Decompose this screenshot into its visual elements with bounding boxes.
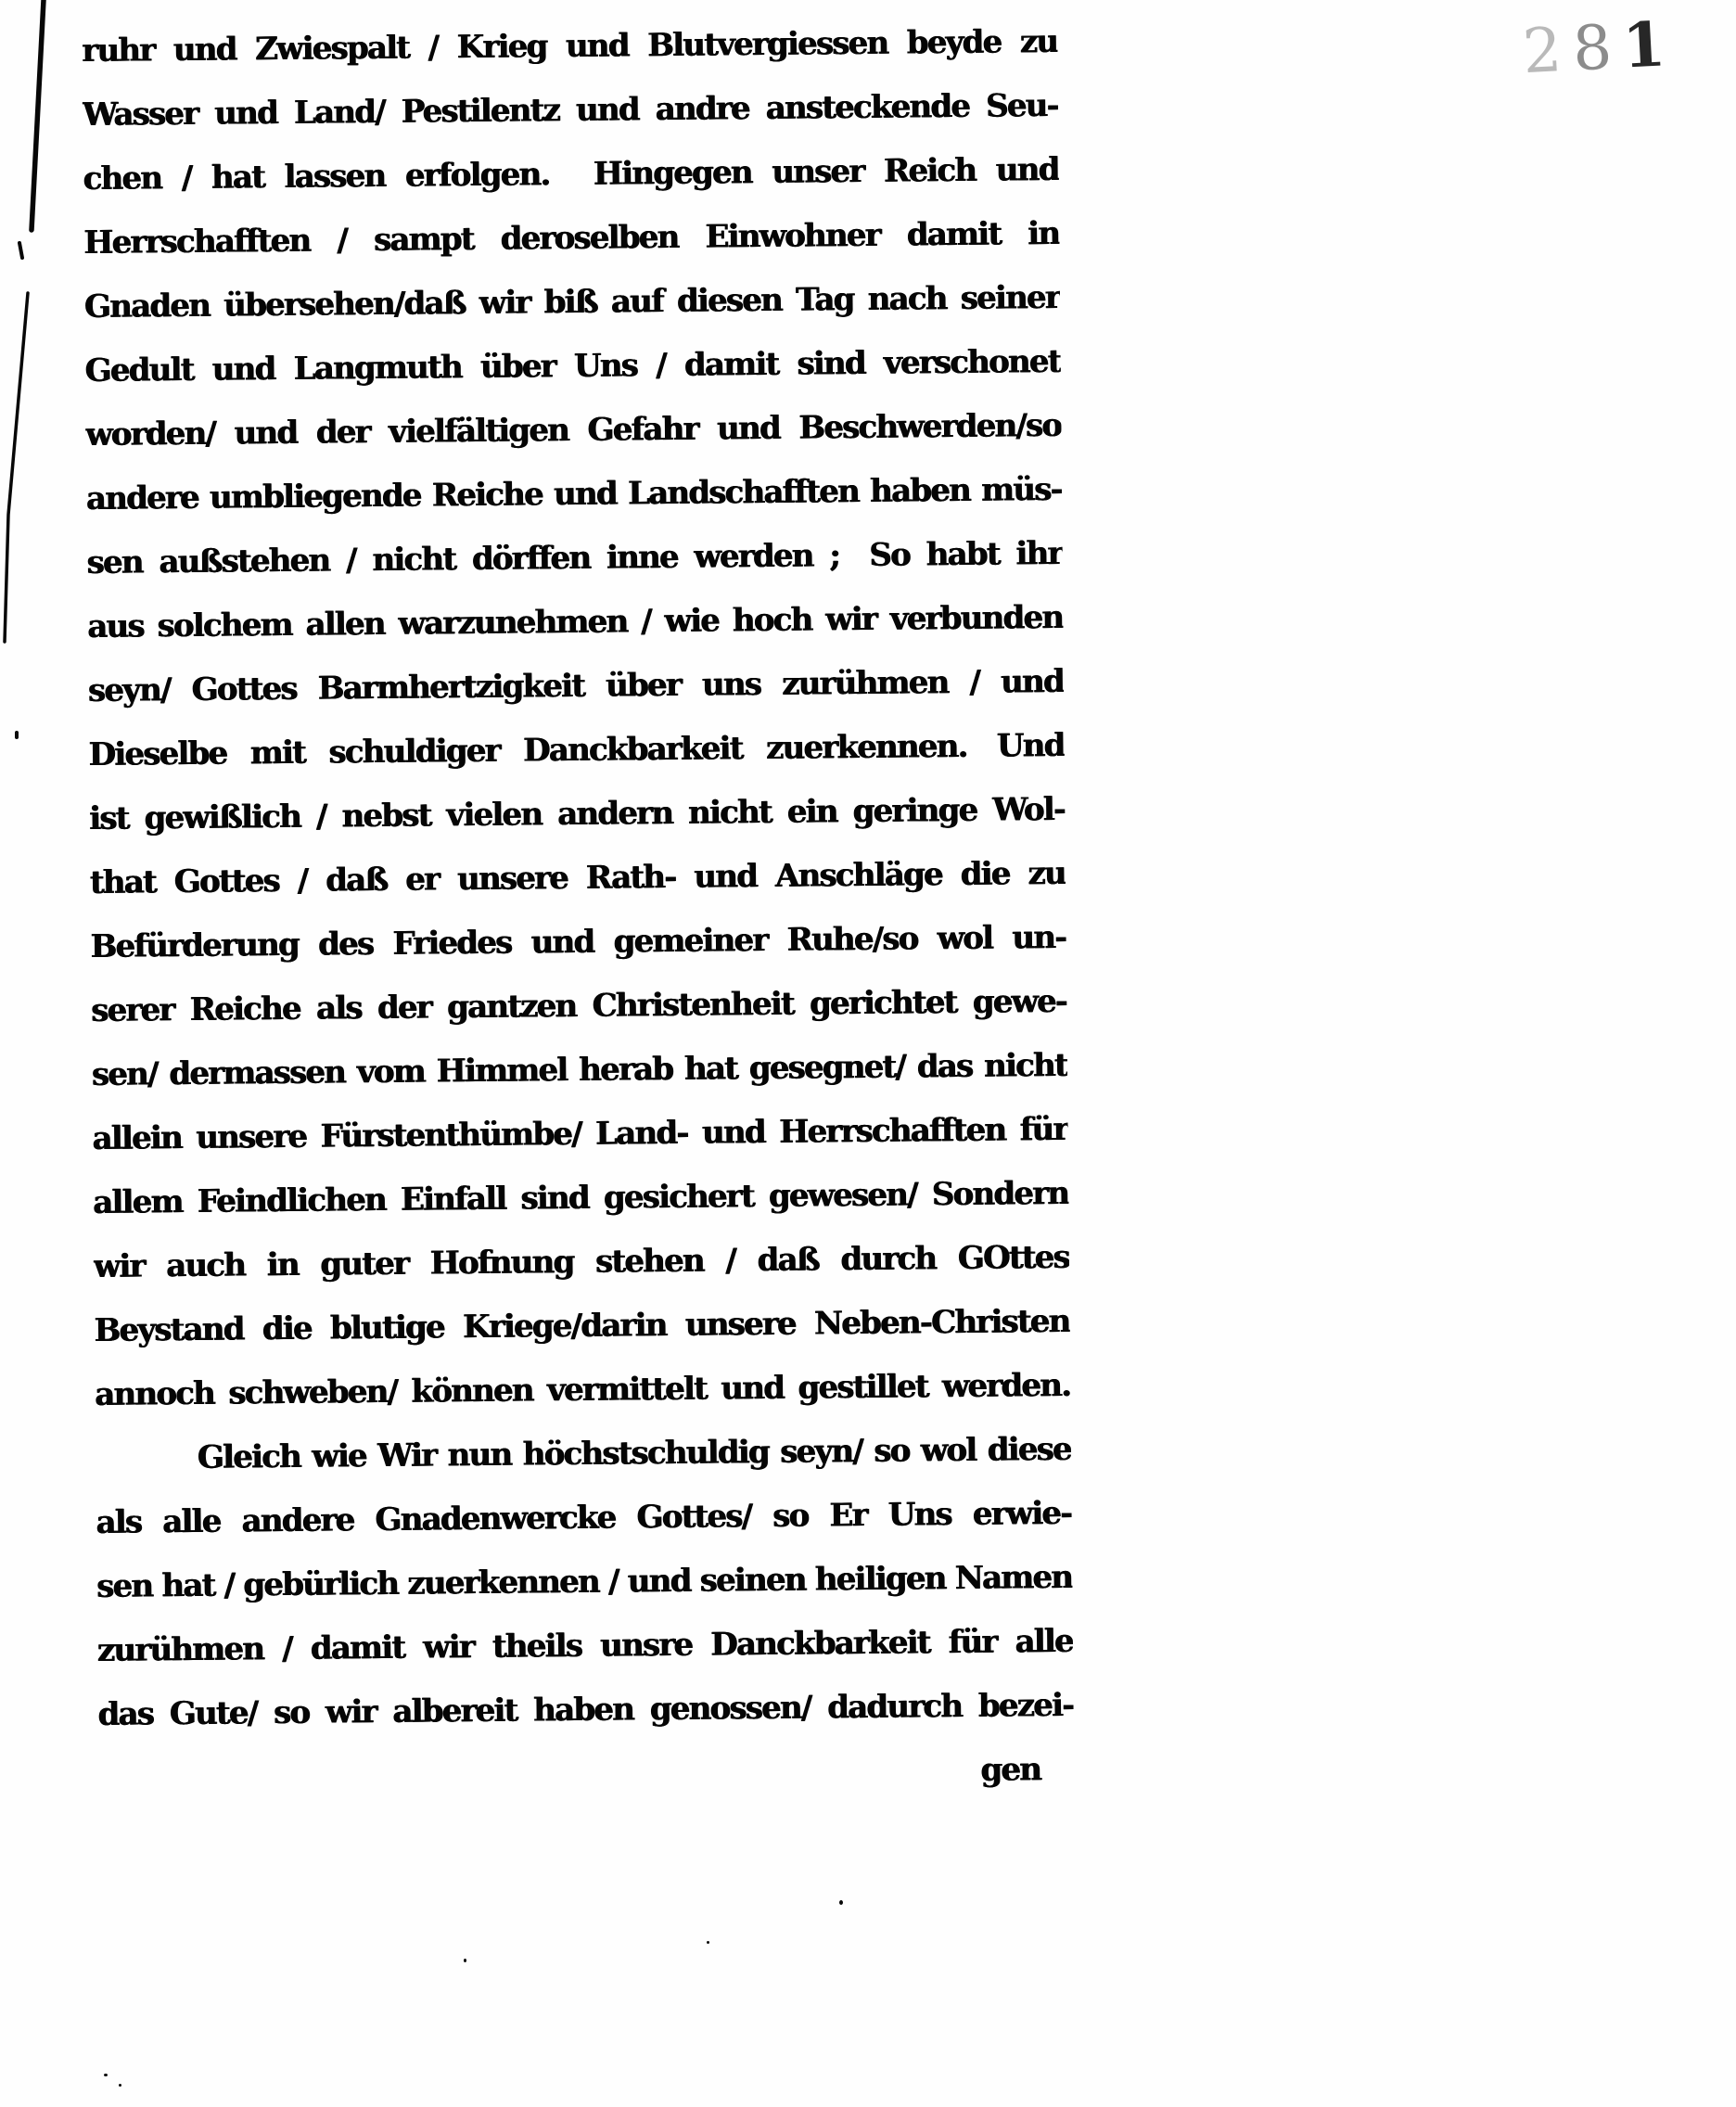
text-line: annoch schweben/ können vermittelt und gestillet werden. bbox=[95, 1366, 1071, 1413]
text-line: Dieselbe mit schuldiger Danckbarkeit zuerkennen. Und bbox=[88, 726, 1065, 774]
page-number bbox=[1521, 6, 1679, 88]
paragraphs bbox=[82, 10, 1074, 1747]
text-line: ruhr und Zwiespalt / Krieg und Blutvergiessen beyde zu bbox=[82, 22, 1058, 70]
text-line: als alle andere Gnadenwercke Gottes/ so Er Uns erwie- bbox=[96, 1494, 1072, 1541]
text-line: andere umbliegende Reiche und Landschafften haben müs- bbox=[85, 470, 1063, 518]
text-line: Beystand die blutige Kriege/darin unsere Neben-Christen bbox=[94, 1302, 1070, 1349]
text-line: Wasser und Land/ Pestilentz und andre ansteckende Seu- bbox=[82, 86, 1059, 134]
text-line: seyn/ Gottes Barmhertzigkeit über uns zurühmen / und bbox=[87, 662, 1065, 710]
text-line: worden/ und der vielfältigen Gefahr und Beschwerden/so bbox=[85, 406, 1062, 454]
page-number-digit: 8 bbox=[1571, 10, 1625, 85]
text-block bbox=[82, 10, 1074, 1811]
text-line: sen/ dermassen vom Himmel herab hat gesegnet/ das nicht bbox=[91, 1046, 1068, 1093]
text-line: chen / hat lassen erfolgen. Hingegen unser Reich und bbox=[83, 150, 1059, 198]
text-line: that Gottes / daß er unsere Rath- und Anschläge die zu bbox=[89, 854, 1066, 902]
ink-speck bbox=[839, 1900, 843, 1905]
text-line: Gleich wie Wir nun höchstschuldig seyn/ so wol diese bbox=[197, 1430, 1072, 1476]
catchword: gen bbox=[980, 1751, 1041, 1789]
scan-artifact-fold-line bbox=[0, 0, 59, 658]
text-line: aus solchem allen warzunehmen / wie hoch wir verbunden bbox=[87, 598, 1064, 646]
ink-speck bbox=[707, 1941, 709, 1944]
text-line: allem Feindlichen Einfall sind gesichert gewesen/ Sondern bbox=[93, 1174, 1069, 1221]
text-line: zurühmen / damit wir theils unsre Danckbarkeit für alle bbox=[96, 1622, 1074, 1669]
ink-speck bbox=[464, 1959, 466, 1962]
page-number-digit: 1 bbox=[1620, 6, 1679, 83]
text-line: das Gute/ so wir albereit haben genossen/ dadurch bezei- bbox=[97, 1686, 1074, 1733]
ink-speck bbox=[15, 731, 19, 739]
text-line: wir auch in guter Hofnung stehen / daß durch GOttes bbox=[93, 1238, 1070, 1285]
text-line: ist gewißlich / nebst vielen andern nicht ein geringe Wol- bbox=[89, 790, 1066, 838]
ink-speck bbox=[119, 2084, 121, 2087]
page-number-digit: 2 bbox=[1521, 13, 1576, 88]
text-line: serer Reiche als der gantzen Christenheit gerichtet gewe- bbox=[91, 982, 1067, 1029]
text-line: Gedult und Langmuth über Uns / damit sind verschonet bbox=[84, 342, 1061, 390]
text-line: allein unsere Fürstenthümbe/ Land- und Herrschafften für bbox=[92, 1110, 1068, 1157]
text-line: sen außstehen / nicht dörffen inne werden ; So habt ihr bbox=[86, 534, 1063, 582]
text-line: Gnaden übersehen/daß wir biß auf diesen Tag nach seiner bbox=[83, 278, 1061, 326]
ink-speck bbox=[104, 2074, 108, 2076]
text-line: sen hat / gebürlich zuerkennen / und seinen heiligen Namen bbox=[96, 1558, 1073, 1605]
text-line: Befürderung des Friedes und gemeiner Ruhe/so wol un- bbox=[90, 918, 1066, 966]
text-line: Herrschafften / sampt deroselben Einwohner damit in bbox=[83, 214, 1060, 262]
